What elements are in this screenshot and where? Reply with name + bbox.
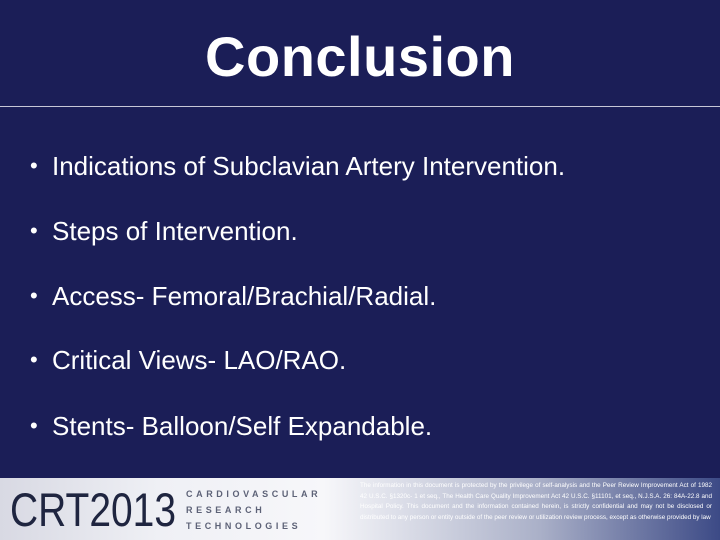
bullet-text: Indications of Subclavian Artery Intervention. <box>52 151 566 181</box>
bullet-dot: • <box>30 413 38 438</box>
bullet-item <box>30 280 436 312</box>
bullet-text: Steps of Intervention. <box>52 216 298 246</box>
bullet-text: Access- Femoral/Brachial/Radial. <box>52 281 437 311</box>
slide-title: Conclusion <box>205 25 515 88</box>
crt-logo <box>8 482 178 532</box>
legal-disclaimer: The information in this document is protected by the privilege of self-analysis and the Peer Review Improvement Act of 1982 42 U.S.C. §1320c- 1 et seq., The Health Care Quality Improvement Act 42 U.S.C. §11101, et seq., N.J.S.A. 26: 84A-22.8 and Hospital Policy. This document and the information contained herein, is strictly confidential and may not be disclosed or distributed to any person or entity outside of the peer review or utilization review process, except as otherwise provided by law <box>360 482 712 521</box>
crt-logo-text: CRT2013 <box>10 483 176 532</box>
bullet-item <box>30 215 298 247</box>
bullet-item <box>30 410 432 442</box>
bullet-text: Critical Views- LAO/RAO. <box>52 345 347 375</box>
bullet-dot: • <box>30 218 38 243</box>
tagline-line: TECHNOLOGIES <box>186 521 302 531</box>
bullet-dot: • <box>30 153 38 178</box>
bullet-text: Stents- Balloon/Self Expandable. <box>52 411 433 441</box>
bullet-item <box>30 344 346 376</box>
tagline-line: CARDIOVASCULAR <box>186 489 322 499</box>
bullet-item <box>30 150 565 182</box>
bullet-dot: • <box>30 347 38 372</box>
tagline <box>186 486 321 534</box>
footer-banner <box>0 478 720 540</box>
bullet-dot: • <box>30 283 38 308</box>
tagline-line: RESEARCH <box>186 505 266 515</box>
